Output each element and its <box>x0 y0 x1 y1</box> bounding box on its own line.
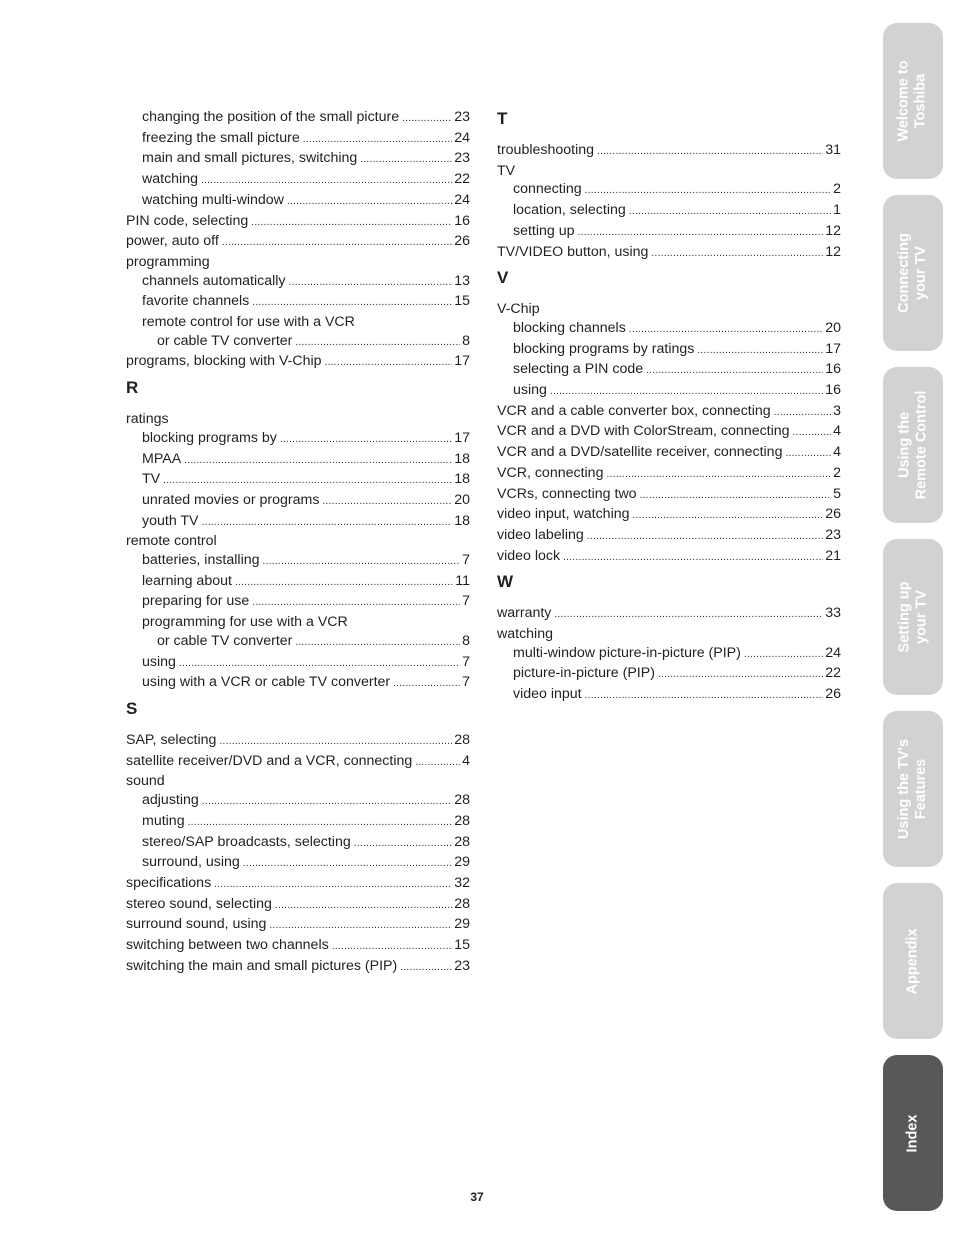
index-entry <box>126 253 470 272</box>
index-entry <box>126 491 470 512</box>
index-entry-page: 4 <box>833 444 841 461</box>
index-entry-text: VCRs, connecting two <box>497 485 637 502</box>
index-entry-text: batteries, installing <box>142 552 260 569</box>
index-entry-text: PIN code, selecting <box>126 212 249 229</box>
index-entry <box>497 300 841 319</box>
index-entry <box>497 505 841 526</box>
index-entry-text: VCR, connecting <box>497 464 604 481</box>
index-entry <box>126 833 470 854</box>
index-entry-page: 24 <box>454 191 470 208</box>
index-entry <box>126 551 470 572</box>
index-entry <box>126 915 470 936</box>
index-entry <box>126 572 470 593</box>
index-entry-text: channels automatically <box>142 272 286 289</box>
index-entry-text: blocking programs by <box>142 429 277 446</box>
index-entry <box>497 243 841 264</box>
dot-leader <box>744 646 823 665</box>
index-entry-page: 26 <box>825 506 841 523</box>
index-entry-text: SAP, selecting <box>126 731 217 748</box>
dot-leader <box>219 733 452 752</box>
index-entry <box>497 180 841 201</box>
index-entry-page: 3 <box>833 402 841 419</box>
index-entry-page: 23 <box>454 109 470 125</box>
index-entry <box>497 340 841 361</box>
dot-leader <box>287 193 452 212</box>
index-entry-text: stereo/SAP broadcasts, selecting <box>142 833 351 850</box>
index-entry-text: VCR and a DVD/satellite receiver, connecting <box>497 444 783 461</box>
index-entry-page: 18 <box>454 471 470 488</box>
index-entry <box>126 108 470 129</box>
index-entry-page: 22 <box>825 665 841 682</box>
index-entry <box>126 470 470 491</box>
index-entry <box>497 526 841 547</box>
dot-leader <box>578 224 824 243</box>
index-entry-page: 28 <box>454 731 470 748</box>
index-entry <box>126 149 470 170</box>
index-entry-page: 2 <box>833 181 841 198</box>
dot-leader <box>629 203 831 222</box>
dot-leader <box>400 959 452 978</box>
dot-leader <box>201 172 452 191</box>
index-entry-page: 8 <box>462 332 470 349</box>
section-tab-label <box>896 582 930 653</box>
index-entry <box>497 625 841 644</box>
index-entry-text: video input, watching <box>497 506 630 523</box>
section-tab[interactable] <box>883 711 943 867</box>
index-column-left <box>126 108 470 977</box>
index-entry-page: 11 <box>455 572 470 589</box>
index-entry-text: blocking programs by ratings <box>513 340 695 357</box>
index-entry-text: unrated movies or programs <box>142 491 320 508</box>
index-letter-heading: R <box>126 378 139 398</box>
section-tab-label-line: Appendix <box>904 927 921 995</box>
dot-leader <box>295 334 460 353</box>
index-entry-text: preparing for use <box>142 593 250 610</box>
section-tab-label-line: Using the TV's <box>896 738 913 840</box>
index-entry-text: VCR and a DVD with ColorStream, connecting <box>497 423 790 440</box>
section-tab-label-line: Toshiba <box>913 73 930 129</box>
index-entry <box>497 464 841 485</box>
index-entry <box>126 957 470 978</box>
index-entry-text: adjusting <box>142 792 199 809</box>
section-tab-label <box>905 928 922 994</box>
dot-leader <box>188 814 453 833</box>
dot-leader <box>289 274 453 293</box>
dot-leader <box>322 493 452 512</box>
index-entry-text: video input <box>513 686 582 703</box>
dot-leader <box>393 675 460 694</box>
index-entry-page: 17 <box>825 340 841 357</box>
index-letter-heading: V <box>497 268 509 288</box>
index-entry-page: 20 <box>454 491 470 508</box>
dot-leader <box>252 594 460 613</box>
dot-leader <box>658 666 823 685</box>
index-entry-page: 26 <box>825 686 841 703</box>
index-entry-text: TV <box>142 471 161 488</box>
index-entry <box>126 853 470 874</box>
index-entry-text: changing the position of the small picture <box>142 109 400 125</box>
index-letter-heading: W <box>497 572 514 592</box>
index-entry-page: 24 <box>825 644 841 661</box>
index-entry <box>497 360 841 381</box>
index-entry <box>497 402 841 423</box>
dot-leader <box>563 549 823 568</box>
index-entry-text: watching multi-window <box>142 191 284 208</box>
dot-leader <box>651 245 823 264</box>
index-entry <box>126 791 470 812</box>
index-entry <box>126 129 470 150</box>
dot-leader <box>269 917 452 936</box>
dot-leader <box>587 528 823 547</box>
index-entry-text: programming <box>126 253 210 270</box>
index-entry <box>126 272 470 293</box>
index-entry-text: video labeling <box>497 526 584 543</box>
index-entry-page: 20 <box>825 319 841 336</box>
index-entry-page: 33 <box>825 605 841 622</box>
index-entry-text: switching the main and small pictures (PIP) <box>126 957 398 974</box>
dot-leader <box>550 383 823 402</box>
index-entry-page: 28 <box>454 792 470 809</box>
index-entry-text: V-Chip <box>497 301 540 318</box>
index-entry-page: 22 <box>454 171 470 188</box>
dot-leader <box>303 131 453 150</box>
index-entry <box>497 162 841 181</box>
index-entry-page: 29 <box>454 854 470 871</box>
dot-leader <box>214 876 452 895</box>
dot-leader <box>793 424 832 443</box>
section-tab-label-line: Index <box>904 1114 921 1152</box>
index-entry-page: 7 <box>462 552 470 569</box>
index-entry-text: freezing the small picture <box>142 129 300 146</box>
index-entry-page: 21 <box>825 547 841 564</box>
index-entry <box>126 352 470 373</box>
index-entry-page: 18 <box>454 450 470 467</box>
section-tab-label-line: Using the <box>896 411 912 479</box>
index-entry <box>126 512 470 533</box>
index-entry <box>126 292 470 313</box>
index-entry <box>497 319 841 340</box>
dot-leader <box>774 404 831 423</box>
index-entry-text: power, auto off <box>126 233 219 250</box>
dot-leader <box>554 606 823 625</box>
section-tab-label-line: your TV <box>913 590 930 644</box>
index-entry-text: switching between two channels <box>126 937 329 954</box>
index-entry <box>126 332 470 353</box>
section-tab[interactable] <box>883 1055 943 1211</box>
index-entry-text: programs, blocking with V-Chip <box>126 353 322 370</box>
index-entry-text: satellite receiver/DVD and a VCR, connecting <box>126 752 413 769</box>
index-entry <box>497 644 841 665</box>
dot-leader <box>697 342 823 361</box>
index-entry-text: selecting a PIN code <box>513 361 644 378</box>
index-entry-text: using with a VCR or cable TV converter <box>142 674 391 691</box>
section-tab[interactable] <box>883 367 943 523</box>
index-entry-text: TV/VIDEO button, using <box>497 243 649 260</box>
index-entry-page: 23 <box>454 150 470 167</box>
section-tab-label <box>896 391 930 500</box>
index-entry-text: using <box>142 653 176 670</box>
index-entry-text: troubleshooting <box>497 142 595 158</box>
index-entry-page: 13 <box>454 272 470 289</box>
dot-leader <box>640 487 832 506</box>
section-tab-label-line: Features <box>913 758 930 820</box>
index-entry-text: muting <box>142 812 185 829</box>
index-entry <box>126 532 470 551</box>
index-entry-page: 32 <box>454 874 470 891</box>
index-entry-page: 16 <box>825 382 841 399</box>
index-entry-text: multi-window picture-in-picture (PIP) <box>513 644 741 661</box>
index-entry-page: 8 <box>462 632 470 649</box>
dot-leader <box>280 431 452 450</box>
index-entry-page: 16 <box>825 361 841 378</box>
page-number: 37 <box>470 1190 484 1204</box>
index-entry-text: surround, using <box>142 854 240 871</box>
index-entry-text: warranty <box>497 605 552 622</box>
index-entry-page: 17 <box>454 429 470 446</box>
index-entry <box>126 936 470 957</box>
index-entry-text: remote control <box>126 533 217 550</box>
section-tab-label-line: your TV <box>913 246 929 300</box>
section-tab[interactable] <box>883 883 943 1039</box>
dot-leader <box>360 151 452 170</box>
index-entry-page: 15 <box>454 293 470 310</box>
index-entry-text: programming for use with a VCR <box>142 614 348 631</box>
index-entry-text: using <box>513 382 547 399</box>
index-entry-text: favorite channels <box>142 293 250 310</box>
dot-leader <box>606 466 831 485</box>
dot-leader <box>295 634 460 653</box>
section-tab-label <box>905 1114 922 1152</box>
index-entry-page: 2 <box>833 464 841 481</box>
index-entry-text: youth TV <box>142 512 199 529</box>
dot-leader <box>202 793 452 812</box>
index-entry-page: 26 <box>454 233 470 250</box>
index-entry-page: 15 <box>454 937 470 954</box>
index-entry-text: MPAA <box>142 450 182 467</box>
index-entry <box>497 485 841 506</box>
index-letter-heading: T <box>497 109 508 128</box>
index-entry-page: 12 <box>825 243 841 260</box>
index-entry <box>126 812 470 833</box>
dot-leader <box>222 234 452 253</box>
section-tab-label-line: Setting up <box>896 581 913 653</box>
index-entry-page: 16 <box>454 212 470 229</box>
index-entry <box>497 201 841 222</box>
index-entry <box>126 752 470 773</box>
dot-leader <box>235 574 453 593</box>
index-entry-page: 24 <box>454 129 470 146</box>
dot-leader <box>633 507 824 526</box>
index-entry-text: setting up <box>513 222 575 239</box>
index-entry-page: 7 <box>462 674 470 691</box>
index-entry-page: 28 <box>454 833 470 850</box>
dot-leader <box>785 445 831 464</box>
index-entry <box>497 664 841 685</box>
index-entry-page: 18 <box>454 512 470 529</box>
index-entry <box>126 673 470 694</box>
dot-leader <box>629 321 823 340</box>
index-entry <box>126 191 470 212</box>
index-entry <box>126 592 470 613</box>
index-entry-page: 31 <box>825 142 841 158</box>
index-entry <box>126 410 470 429</box>
index-entry-text: video lock <box>497 547 561 564</box>
index-entry-text: specifications <box>126 874 212 891</box>
dot-leader <box>585 182 831 201</box>
index-entry-text: remote control for use with a VCR <box>142 314 355 331</box>
index-entry-text: watching <box>497 626 553 643</box>
dot-leader <box>243 855 452 874</box>
dot-leader <box>251 214 452 233</box>
index-entry <box>126 212 470 233</box>
dot-leader <box>332 938 453 957</box>
index-entry <box>126 772 470 791</box>
index-entry <box>126 874 470 895</box>
section-tab-label <box>896 233 930 313</box>
index-entry-page: 17 <box>454 353 470 370</box>
index-entry-text: learning about <box>142 572 232 589</box>
index-entry <box>497 547 841 568</box>
index-entry-text: sound <box>126 773 165 790</box>
index-entry-text: main and small pictures, switching <box>142 150 358 167</box>
index-letter-heading: S <box>126 698 138 718</box>
index-entry <box>497 604 841 625</box>
dot-leader <box>263 553 461 572</box>
section-tab-label-line: Remote Control <box>913 390 929 500</box>
index-entry-text: ratings <box>126 411 169 428</box>
index-entry-text: or cable TV converter <box>157 632 293 649</box>
index-entry-text: location, selecting <box>513 202 626 219</box>
index-entry-page: 28 <box>454 812 470 829</box>
index-entry-text: watching <box>142 171 198 188</box>
index-entry-text: or cable TV converter <box>157 332 293 349</box>
index-entry-text: TV <box>497 162 516 179</box>
index-entry <box>497 443 841 464</box>
section-tab-label <box>896 739 930 839</box>
index-entry <box>126 232 470 253</box>
index-entry-page: 29 <box>454 916 470 933</box>
dot-leader <box>354 835 452 854</box>
index-entry <box>126 613 470 632</box>
index-entry-page: 4 <box>833 423 841 440</box>
dot-leader <box>202 514 453 533</box>
index-entry-text: blocking channels <box>513 319 626 336</box>
index-entry-page: 1 <box>833 202 841 219</box>
index-entry-page: 7 <box>462 593 470 610</box>
index-entry-page: 23 <box>825 526 841 543</box>
dot-leader <box>597 143 823 162</box>
index-entry-text: picture-in-picture (PIP) <box>513 665 655 682</box>
dot-leader <box>179 655 460 674</box>
index-entry <box>126 731 470 752</box>
index-entry <box>126 653 470 674</box>
section-tab[interactable] <box>883 195 943 351</box>
index-entry-page: 28 <box>454 895 470 912</box>
index-entry-page: 7 <box>462 653 470 670</box>
section-tab[interactable] <box>883 539 943 695</box>
dot-leader <box>402 110 452 129</box>
index-column-right <box>497 108 841 706</box>
section-tab-label-line: Welcome to <box>896 60 913 142</box>
index-entry-page: 12 <box>825 222 841 239</box>
dot-leader <box>646 362 823 381</box>
index-entry-text: connecting <box>513 181 582 198</box>
index-entry-page: 5 <box>833 485 841 502</box>
index-entry <box>497 222 841 243</box>
index-entry <box>497 381 841 402</box>
index-entry <box>126 450 470 471</box>
index-entry <box>126 313 470 332</box>
index-entry-text: stereo sound, selecting <box>126 895 272 912</box>
dot-leader <box>325 354 453 373</box>
index-entry-text: VCR and a cable converter box, connecting <box>497 402 771 419</box>
index-entry <box>126 429 470 450</box>
index-entry-page: 4 <box>462 752 470 769</box>
index-entry <box>126 632 470 653</box>
index-entry <box>497 141 841 162</box>
dot-leader <box>415 754 460 773</box>
index-entry <box>126 895 470 916</box>
dot-leader <box>585 687 824 706</box>
dot-leader <box>275 897 452 916</box>
dot-leader <box>252 294 452 313</box>
index-entry <box>126 170 470 191</box>
dot-leader <box>184 452 452 471</box>
section-tab-label-line: Connecting <box>896 233 912 313</box>
index-entry <box>497 422 841 443</box>
dot-leader <box>163 472 452 491</box>
section-tab[interactable] <box>883 23 943 179</box>
index-entry <box>497 685 841 706</box>
index-entry-text: surround sound, using <box>126 916 267 933</box>
section-tab-label <box>896 60 930 141</box>
index-entry-page: 23 <box>454 957 470 974</box>
